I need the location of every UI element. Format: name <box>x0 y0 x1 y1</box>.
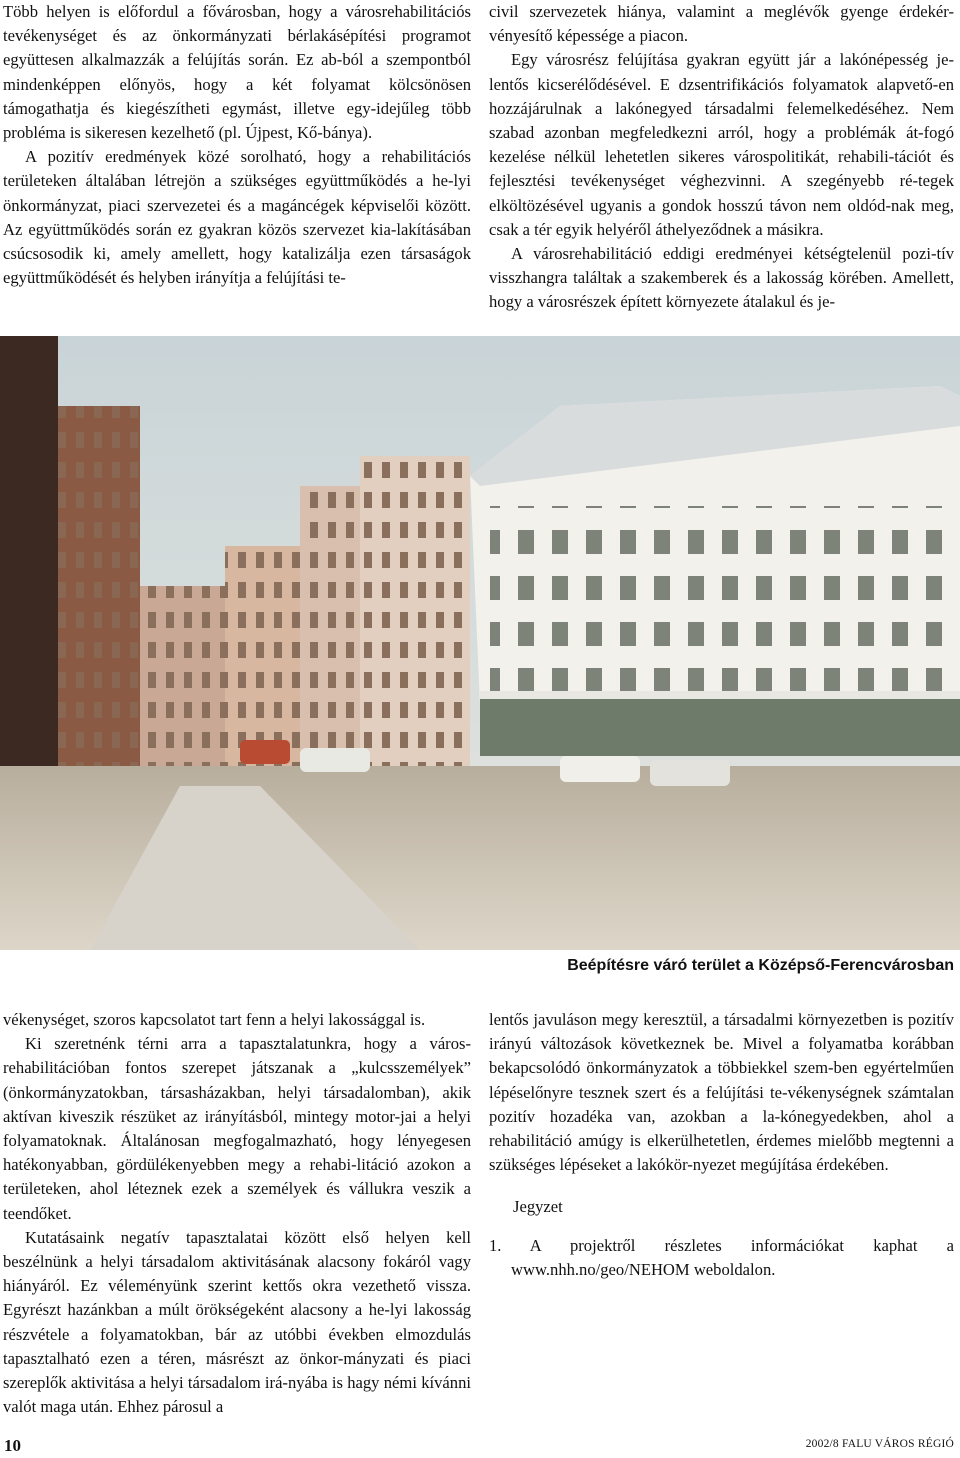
shopfront <box>480 696 960 756</box>
paragraph: civil szervezetek hiánya, valamint a meglévők gyenge érdekér-vényesítő képessége a piacon. <box>489 2 954 46</box>
article-column-top-right <box>489 0 954 315</box>
article-column-bottom-left <box>3 1008 471 1419</box>
paragraph: Egy városrész felújítása gyakran együtt jár a lakónépesség je-lentős kicserélődésével. E dzsentrifikációs folyamatok alapvető-en hozzájárulnak a lakónegyed társadalmi felemelkedéséhez. Nem szabad azonban megfeledkezni arról, hogy a problémák át-fogó kezelése nélkül lehetetlen sikeres várospolitikát, rehabili-tációt és fejlesztési tevékenységet véghezvinni. A szegényebb ré-tegek elköltözésével ugyanis a gondok hosszú távon nem oldód-nak meg, csak a tér egyik helyéről áthelyeződnek a másikra. <box>489 50 954 239</box>
paragraph: Több helyen is előfordul a fővárosban, hogy a városrehabilitációs tevékenységet és az önkormányzati bérlakásépítési programot együttesen alkalmazzák a felújítás során. Ez ab-ból a szempontból mindenképpen előnyös, hogy a két folyamat kölcsönösen támogathatja és kiegészítheti egymást, illetve egy-idejűleg több probléma is sikeresen kezelhető (pl. Újpest, Kő-bánya). <box>3 2 471 143</box>
paragraph: vékenységet, szoros kapcsolatot tart fenn a helyi lakossággal is. <box>3 1010 426 1029</box>
article-column-bottom-right <box>489 1008 954 1282</box>
page-number: 10 <box>4 1436 21 1455</box>
notes-heading: Jegyzet <box>513 1197 563 1217</box>
paragraph: A városrehabilitáció eddigi eredményei kétségtelenül pozi-tív visszhangra találtak a szakemberek és a lakosság körében. Amellett, hogy a városrészek épített környezete átalakul és je- <box>489 244 954 312</box>
note-item: 1. A projektről részletes információkat kaphat a www.nhh.no/geo/NEHOM weboldalon. <box>489 1235 954 1279</box>
street-photo <box>0 336 960 950</box>
photo-caption: Beépítésre váró terület a Középső-Ferencvárosban <box>567 957 954 974</box>
paragraph: A pozitív eredmények közé sorolható, hogy a rehabilitációs területeken általában létrejön a szükséges együttműködés a he-lyi önkormányzat, piaci szervezetei és a magáncégek képviselői között. Az együttműködés során ez gyakran közös szervezet kia-lakításában csúcsosodik ki, amely amellett, hogy katalizálja ezen társaságok együttműködését és helyben irányítja a felújítási te- <box>3 147 471 288</box>
paragraph: Ki szeretnénk térni arra a tapasztalatunkra, hogy a város-rehabilitációban fontos szerepet játszanak a „kulcsszemélyek” (önkormányzatokban, társasházakban, helyi társadalomban), akik aktívan kiveszik részüket az irányításból, mintegy motor-jai a helyi folyamatoknak. Általánosan megfogalmazható, hogy lényegesen hatékonyabban, gördülékenyebben megy a rehabi-litáció azokon a területeken, ahol léteznek ezek a személyek és vállukra veszik a teendőket. <box>3 1034 471 1223</box>
publication-footer: 2002/8 FALU VÁROS RÉGIÓ <box>805 1438 954 1450</box>
article-column-top-left <box>3 0 471 290</box>
car <box>300 748 370 772</box>
car <box>560 756 640 782</box>
paragraph: lentős javuláson megy keresztül, a társadalmi környezetben is pozitív irányú változások következnek be. Mivel a folyamatba korábban bekapcsolódó önkormányzatok a többiekkel szem-ben egyértelműen lépéselőnyre tesznek szert és a felújítási te-vékenységnek számtalan pozitív hozadéka van, azokban a la-kónegyedekben, ahol a rehabilitáció amúgy is elkerülhetetlen, érdemes mielőbb megtenni a szükséges lépéseket a lakókör-nyezet megújítása érdekében. <box>489 1010 954 1175</box>
paragraph: Kutatásaink negatív tapasztalatai között első helyen kell beszélnünk a helyi társadalom aktivitásának alacsony fokáról vagy hiányáról. Ez véleményünk szerint kettős okra vezethető vissza. Egyrészt hazánkban a múlt örökségeként alacsony a he-lyi lakosság részvétele a folyamatokban, bár az utóbbi években elmozdulás tapasztalható ezen a téren, másrészt az önkor-mányzati és piaci szereplők aktivitása a helyi társadalom irá-nyába is hagy némi kívánni valót maga után. Ehhez párosul a <box>3 1227 471 1417</box>
car <box>240 740 290 764</box>
car <box>650 760 730 786</box>
